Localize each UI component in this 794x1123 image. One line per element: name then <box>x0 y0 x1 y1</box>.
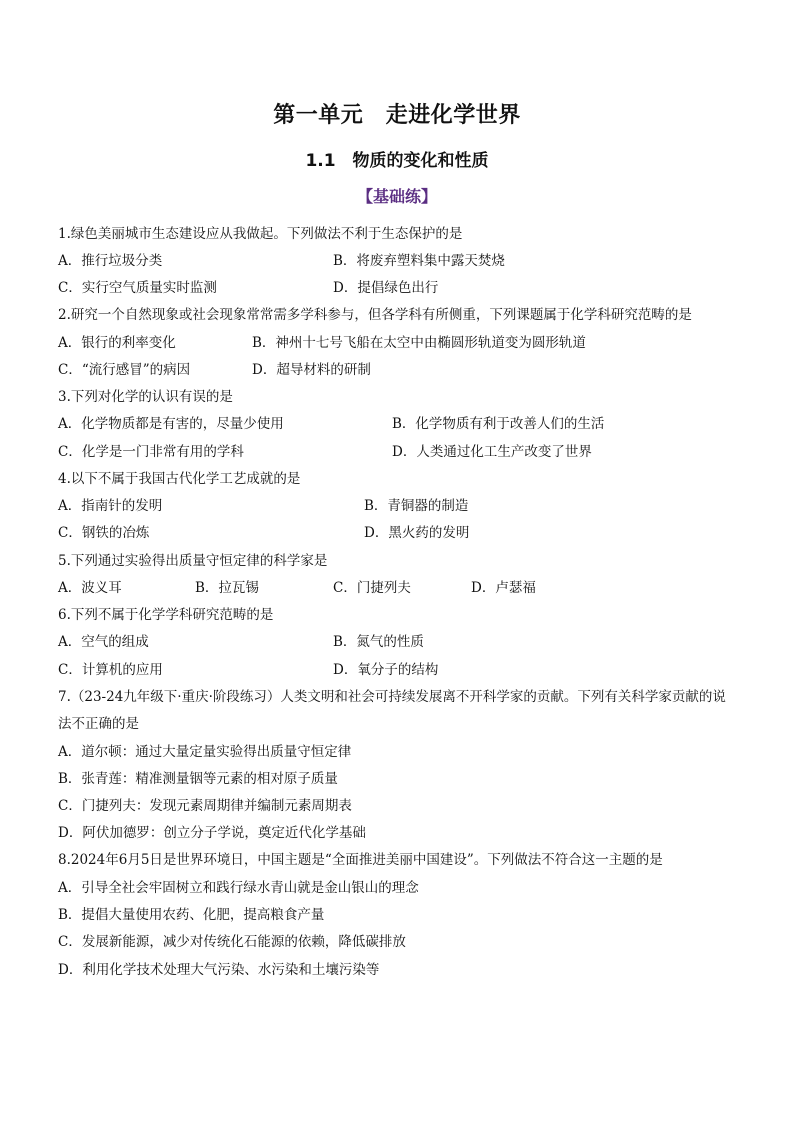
question-6-option-b: B．氮气的性质 <box>333 634 424 650</box>
question-8-option-b: B．提倡大量使用农药、化肥，提高粮食产量 <box>58 907 325 923</box>
question-7-option-c: C．门捷列夫：发现元素周期律并编制元素周期表 <box>58 798 352 814</box>
question-7-option-d: D．阿伏加德罗：创立分子学说，奠定近代化学基础 <box>58 825 366 841</box>
question-1-option-c: C．实行空气质量实时监测 <box>58 280 217 296</box>
question-3-option-a: A．化学物质都是有害的，尽量少使用 <box>58 416 284 432</box>
question-7-stem: 7.（23-24九年级下·重庆·阶段练习）人类文明和社会可持续发展离不开科学家的贡献。下列有关科学家贡献的说 <box>58 689 726 705</box>
question-8-option-c: C．发展新能源，减少对传统化石能源的依赖，降低碳排放 <box>58 934 406 950</box>
question-2-option-c: C．“流行感冒”的病因 <box>58 362 191 378</box>
question-4-option-a: A．指南针的发明 <box>58 498 163 514</box>
question-8-option-d: D．利用化学技术处理大气污染、水污染和土壤污染等 <box>58 962 380 978</box>
question-6-option-d: D．氧分子的结构 <box>333 662 439 678</box>
question-6-option-c: C．计算机的应用 <box>58 662 163 678</box>
question-4-option-c: C．钢铁的冶炼 <box>58 525 150 541</box>
question-1-option-d: D．提倡绿色出行 <box>333 280 439 296</box>
question-4-option-d: D．黑火药的发明 <box>364 525 470 541</box>
question-3-stem: 3.下列对化学的认识有误的是 <box>58 389 233 405</box>
question-1-option-a: A．推行垃圾分类 <box>58 253 163 269</box>
question-1-stem: 1.绿色美丽城市生态建设应从我做起。下列做法不利于生态保护的是 <box>58 226 463 242</box>
question-2-option-b: B．神州十七号飞船在太空中由椭圆形轨道变为圆形轨道 <box>252 335 586 351</box>
question-2-option-d: D．超导材料的研制 <box>252 362 371 378</box>
question-4-option-b: B．青铜器的制造 <box>364 498 469 514</box>
question-7-option-b: B．张青莲：精准测量铟等元素的相对原子质量 <box>58 771 338 787</box>
question-2-option-a: A．银行的利率变化 <box>58 335 176 351</box>
question-7-stem-continued: 法不正确的是 <box>58 716 139 732</box>
question-3-option-d: D．人类通过化工生产改变了世界 <box>392 444 592 460</box>
question-5-option-c: C．门捷列夫 <box>333 580 411 596</box>
question-1-option-b: B．将废弃塑料集中露天焚烧 <box>333 253 505 269</box>
question-4-stem: 4.以下不属于我国古代化学工艺成就的是 <box>58 471 301 487</box>
question-6-stem: 6.下列不属于化学学科研究范畴的是 <box>58 607 274 623</box>
question-5-option-d: D．卢瑟福 <box>471 580 536 596</box>
question-3-option-c: C．化学是一门非常有用的学科 <box>58 444 244 460</box>
question-2-stem: 2.研究一个自然现象或社会现象常常需多学科参与，但各学科有所侧重，下列课题属于化学科研究范畴的是 <box>58 307 692 323</box>
question-5-option-a: A．波义耳 <box>58 580 122 596</box>
page-title: 第一单元 走进化学世界 <box>273 103 521 128</box>
section-heading: 【基础练】 <box>356 187 437 206</box>
question-8-stem: 8.2024年6月5日是世界环境日，中国主题是“全面推进美丽中国建设”。下列做法不符合这一主题的是 <box>58 852 663 868</box>
question-8-option-a: A．引导全社会牢固树立和践行绿水青山就是金山银山的理念 <box>58 880 419 896</box>
question-7-option-a: A．道尔顿：通过大量定量实验得出质量守恒定律 <box>58 744 352 760</box>
question-5-stem: 5.下列通过实验得出质量守恒定律的科学家是 <box>58 553 328 569</box>
question-6-option-a: A．空气的组成 <box>58 634 149 650</box>
question-5-option-b: B．拉瓦锡 <box>195 580 259 596</box>
question-3-option-b: B．化学物质有利于改善人们的生活 <box>392 416 605 432</box>
lesson-subtitle: 1.1 物质的变化和性质 <box>305 151 489 171</box>
